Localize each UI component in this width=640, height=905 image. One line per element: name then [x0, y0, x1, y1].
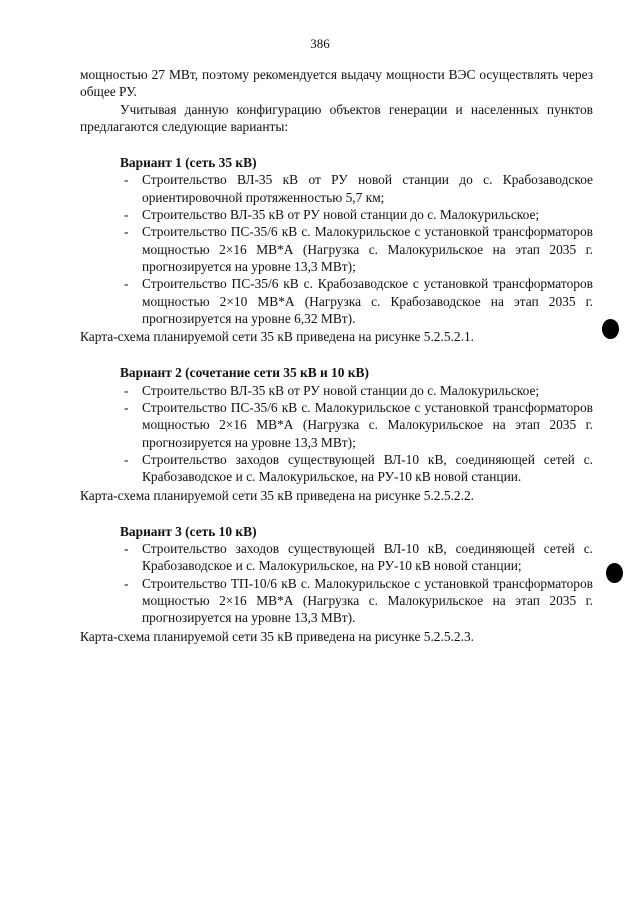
list-item — [124, 540, 593, 575]
list-item — [124, 171, 593, 206]
variant-2-list — [80, 382, 593, 486]
variant-1-caption: Карта-схема планируемой сети 35 кВ приведена на рисунке 5.2.5.2.1. — [80, 329, 474, 345]
punch-hole-mark — [606, 563, 623, 583]
intro-paragraph-1: мощностью 27 МВт, поэтому рекомендуется выдачу мощности ВЭС осуществлять через общее РУ. — [80, 67, 593, 100]
list-dash: - — [124, 207, 129, 223]
variant-1-heading: Вариант 1 (сеть 35 кВ) — [120, 155, 257, 171]
list-item-text: Строительство ВЛ-35 кВ от РУ новой станции до с. Крабозаводское ориентировочной протяженностью 5,7 км; — [142, 172, 593, 205]
list-item-text: Строительство ПС-35/6 кВ с. Малокурильское с установкой трансформаторов мощностью 2×16 МВ*А (Нагрузка с. Малокурильское на этап 2035 г. прогнозируется на уровне 13,3 МВт); — [142, 400, 593, 450]
list-dash: - — [124, 172, 129, 188]
variant-3-heading: Вариант 3 (сеть 10 кВ) — [120, 523, 257, 539]
list-item — [124, 575, 593, 627]
list-item — [124, 382, 593, 399]
list-item-text: Строительство ВЛ-35 кВ от РУ новой станции до с. Малокурильское; — [142, 382, 540, 398]
list-item-text: Строительство заходов существующей ВЛ-10 кВ, соединяющей сетей с. Крабозаводское и с. Малокурильское, на РУ-10 кВ новой станции. — [142, 451, 593, 485]
list-item-text: Строительство заходов существующей ВЛ-10 кВ, соединяющей сетей с. Крабозаводское и с. Малокурильское, на РУ-10 кВ новой станции; — [142, 541, 593, 574]
list-dash: - — [124, 224, 129, 240]
list-item — [124, 223, 593, 275]
list-item-text: Строительство ПС-35/6 кВ с. Крабозаводское с установкой трансформаторов мощностью 2×10 МВ*А (Нагрузка с. Крабозаводское на этап 2035 г. прогнозируется на уровне 6,32 МВт). — [142, 276, 593, 326]
variant-3-caption: Карта-схема планируемой сети 35 кВ приведена на рисунке 5.2.5.2.3. — [80, 628, 474, 644]
list-item-text: Строительство ВЛ-35 кВ от РУ новой станции до с. Малокурильское; — [142, 207, 540, 223]
list-dash: - — [124, 400, 129, 416]
list-item-text: Строительство ПС-35/6 кВ с. Малокурильское с установкой трансформаторов мощностью 2×16 МВ*А (Нагрузка с. Малокурильское на этап 2035 г. прогнозируется на уровне 13,3 МВт); — [142, 224, 593, 274]
document-body — [80, 66, 593, 645]
list-dash: - — [124, 451, 129, 467]
list-item — [124, 451, 593, 486]
list-item — [124, 206, 593, 223]
page-number: 386 — [310, 36, 330, 51]
variant-2-caption: Карта-схема планируемой сети 35 кВ приведена на рисунке 5.2.5.2.2. — [80, 487, 474, 503]
list-dash: - — [124, 541, 129, 557]
list-item — [124, 275, 593, 327]
variant-2-heading: Вариант 2 (сочетание сети 35 кВ и 10 кВ) — [120, 365, 369, 381]
intro-paragraph-2: Учитывая данную конфигурацию объектов генерации и населенных пунктов предлагаются следующие варианты: — [80, 101, 593, 134]
list-dash: - — [124, 276, 129, 292]
list-dash: - — [124, 382, 129, 398]
list-dash: - — [124, 575, 129, 591]
variant-3-list — [80, 540, 593, 626]
list-item-text: Строительство ТП-10/6 кВ с. Малокурильское с установкой трансформаторов мощностью 2×16 МВ*А (Нагрузка с. Малокурильское на этап 2035 г. прогнозируется на уровне 13,3 МВт). — [142, 575, 593, 626]
list-item — [124, 399, 593, 451]
variant-1-list — [80, 171, 593, 327]
punch-hole-mark — [602, 319, 619, 339]
